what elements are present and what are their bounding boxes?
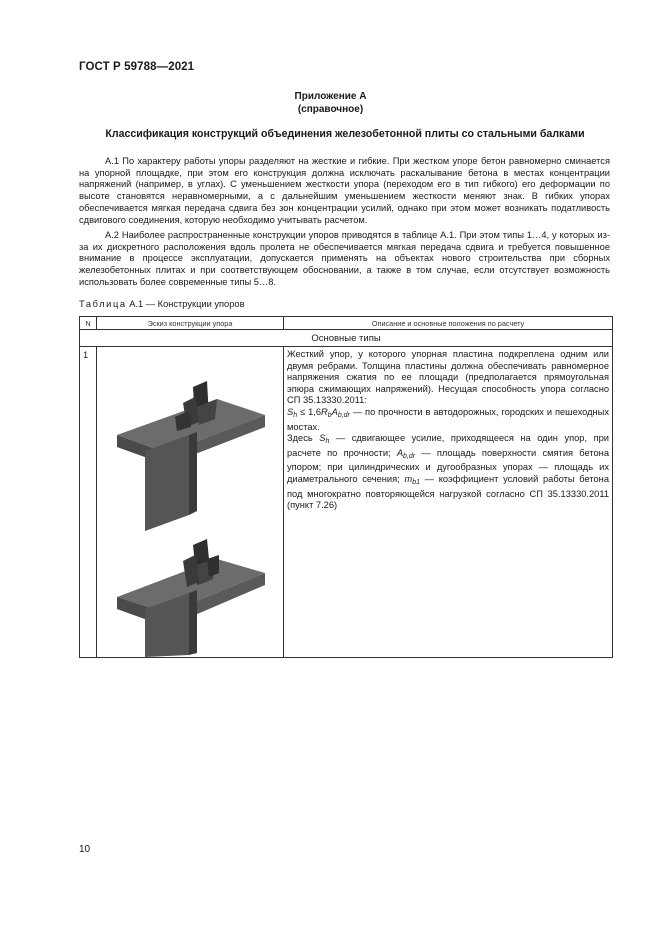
connectors-table — [79, 316, 613, 658]
formula: $S_h \le 1,6R_bA_{b,dr}$ — по прочности в автодорожных, городских и пешеходных мостах. — [287, 406, 609, 432]
appendix-label: Приложение А — [294, 91, 367, 102]
connector-sketch-image — [97, 347, 284, 657]
appendix-subtitle: (справочное) — [297, 104, 364, 115]
connector-sketch-lower — [117, 539, 265, 657]
table-caption-text: А.1 — Конструкции упоров — [129, 299, 245, 309]
paragraph-a1: А.1 По характеру работы упоры разделяют на жесткие и гибкие. При жестком упоре бетон равномерно сминается на упорной площадке, при этом его конструкция должна исключать раскалывание бетона в местах концентрации напряжений (например, в углах). С уменьшением жесткости упора (переходом его в тип гибкого) его деформации по высоте становятся неравномерными, а с дальнейшим уменьшением жесткости меняют знак. В гибких упорах обеспечивается мягкая передача сдвига без зон концентрации усилий, однако при этом может возникать податливость сдвигового соединения, которую необходимо учитывать расчетом. — [79, 156, 610, 225]
table-caption — [79, 299, 245, 309]
table-group-row — [80, 330, 613, 347]
table-row — [80, 347, 613, 658]
header-sketch: Эскиз конструкции упора — [97, 317, 284, 330]
document-code: ГОСТ Р 59788—2021 — [79, 61, 195, 73]
appendix-title — [0, 90, 661, 116]
where-explanation: Здесь $S_h$ — сдвигающее усилие, приходящееся на один упор, при расчете по прочности; $A_{b,dr}$ — площадь поверхности смятия бетона упором; при цилиндрических и дугообразных упорах — площадь их диаметрального сечения; $m_{b1}$ — коэффициент условий работы бетона под многократно повторяющейся нагрузкой согласно СП 35.13330.2011 (пункт 7.26) — [287, 433, 609, 511]
table-caption-label: Таблица — [79, 299, 127, 309]
header-num: N — [80, 317, 97, 330]
header-description: Описание и основные положения по расчету — [284, 317, 613, 330]
row-description — [284, 347, 613, 658]
page-number: 10 — [79, 844, 91, 855]
sketch-cell — [97, 347, 284, 658]
desc-intro: Жесткий упор, у которого упорная пластина подкреплена одним или двумя ребрами. Толщина пластины должна обеспечивать равномерное напряжения сжатия по ее площади (предполагается прямоугольная эпюра сжимающих напряжений). Несущая способность упора согласно СП 35.13330.2011: — [287, 349, 609, 406]
section-heading: Классификация конструкций объединения железобетонной плиты со стальными балками — [105, 128, 585, 140]
paragraph-a2: А.2 Наиболее распространенные конструкции упоров приводятся в таблице А.1. При этом типы 1…4, у которых из-за их дискретного расположения вдоль пролета не обеспечивается мягкая передача сдвига и требуется повышенное внимание в процессе эксплуатации, допускается применять на объектах нового строительства при сборных железобетонных плитах и при соответствующем обосновании, а также в том случае, если отсутствует возможность использовать более современные типы 5…8. — [79, 230, 610, 287]
connector-sketch-upper — [117, 381, 265, 531]
row-number: 1 — [80, 347, 97, 658]
group-title: Основные типы — [80, 330, 613, 347]
table-header-row — [80, 317, 613, 330]
